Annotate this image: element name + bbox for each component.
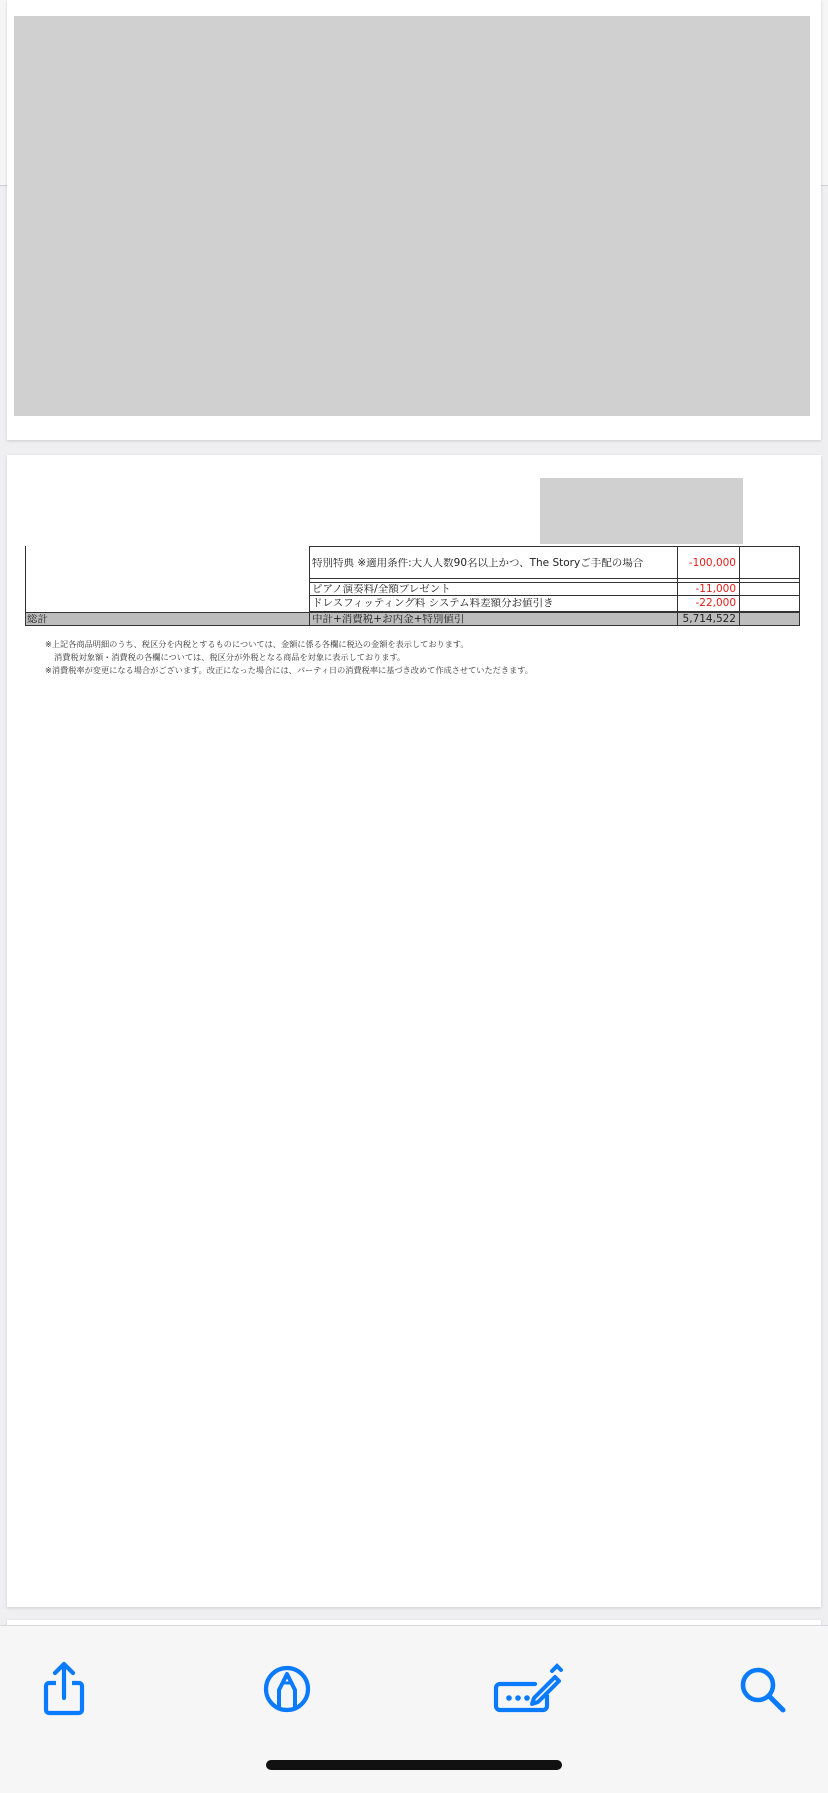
footnote-line: ※消費税率が変更になる場合がございます。改正になった場合には、パーティ日の消費税率に基づき改めて作成させていただきます。 [45,665,533,675]
total-label: 総計 [27,614,48,625]
home-indicator[interactable] [266,1760,562,1770]
table-row-amount: -100,000 [688,558,736,569]
total-amount: 5,714,522 [682,614,736,625]
share-button[interactable] [29,1654,99,1724]
table-row-description: ピアノ演奏料/全額プレゼント [312,584,451,595]
search-button[interactable] [727,1654,797,1724]
total-formula: 中計+消費税+お内金+特別値引 [312,614,465,625]
share-icon [29,1654,99,1724]
search-icon [727,1654,797,1724]
table-row-amount: -22,000 [695,598,736,609]
footnotes [45,638,765,677]
markup-button[interactable] [252,1654,322,1724]
footnote-line: 消費税対象額・消費税の各欄については、税区分が外税となる商品を対象に表示しております。 [54,652,406,662]
table-row-description: 特別特典 ※適用条件:大人人数90名以上かつ、The Storyご手配の場合 [312,558,644,569]
table-row-description: ドレスフィッティング料 システム料差額分お値引き [312,598,554,609]
invoice-table [25,546,800,625]
markup-icon [252,1654,322,1724]
document-page-2 [7,455,821,1607]
signature-icon [487,1654,567,1724]
redacted-region [14,16,810,416]
footnote-line: ※上記各商品明細のうち、税区分を内税とするものについては、金額に係る各欄に税込の金額を表示しております。 [45,639,469,649]
table-row-amount: -11,000 [695,584,736,595]
signature-button[interactable] [487,1654,567,1724]
redacted-region [540,478,743,544]
